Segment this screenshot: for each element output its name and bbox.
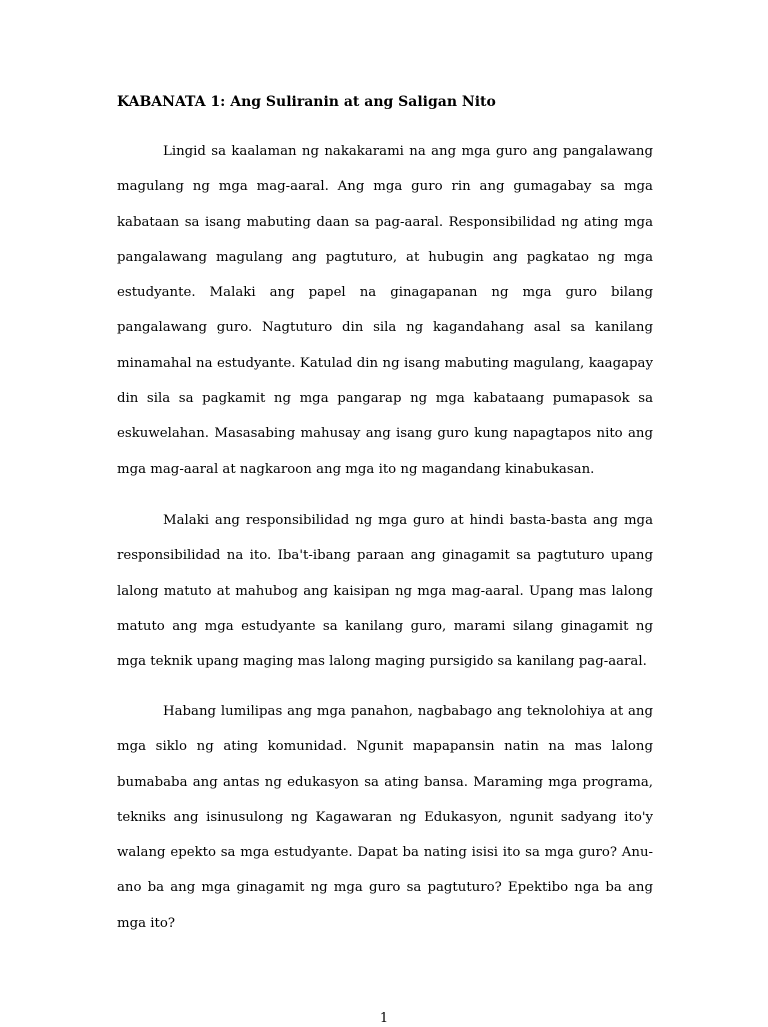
page-number: 1 — [379, 1011, 389, 1026]
paragraph-1: Lingid sa kaalaman ng nakakarami na ang mga guro ang pangalawang magulang ng mga mag-aaral. Ang mga guro rin ang gumagabay sa mga kabataan sa isang mabuting daan sa pag-aaral. Responsibilidad ng ating mga pangalawang magulang ang pagtuturo, at hubugin ang pagkatao ng mga estudyante. Malaki ang papel na ginagapanan ng mga guro bilang pangalawang guro. Nagtuturo din sila ng kagandahang asal sa kanilang minamahal na estudyante. Katulad din ng isang mabuting magulang, kaagapay din sila sa pagkamit ng mga pangarap ng mga kabataang pumapasok sa eskuwelahan. Masasabing mahusay ang isang guro kung napagtapos nito ang mga mag-aaral at nagkaroon ang mga ito ng magandang kinabukasan. — [117, 144, 653, 477]
paragraph-3: Habang lumilipas ang mga panahon, nagbabago ang teknolohiya at ang mga siklo ng ating komunidad. Ngunit mapapansin natin na mas lalong bumababa ang antas ng edukasyon sa ating bansa. Maraming mga programa, tekniks ang isinusulong ng Kagawaran ng Edukasyon, ngunit sadyang ito'y walang epekto sa mga estudyante. Dapat ba nating isisi ito sa mga guro? Anu-ano ba ang mga ginagamit ng mga guro sa pagtuturo? Epektibo nga ba ang mga ito? — [117, 704, 653, 931]
paragraph-2: Malaki ang responsibilidad ng mga guro at hindi basta-basta ang mga responsibilidad na ito. Iba't-ibang paraan ang ginagamit sa pagtuturo upang lalong matuto at mahubog ang kaisipan ng mga mag-aaral. Upang mas lalong matuto ang mga estudyante sa kanilang guro, marami silang ginagamit ng mga teknik upang maging mas lalong maging pursigido sa kanilang pag-aaral. — [117, 513, 653, 670]
chapter-heading: KABANATA 1: Ang Suliranin at ang Saligan Nito — [117, 94, 496, 110]
